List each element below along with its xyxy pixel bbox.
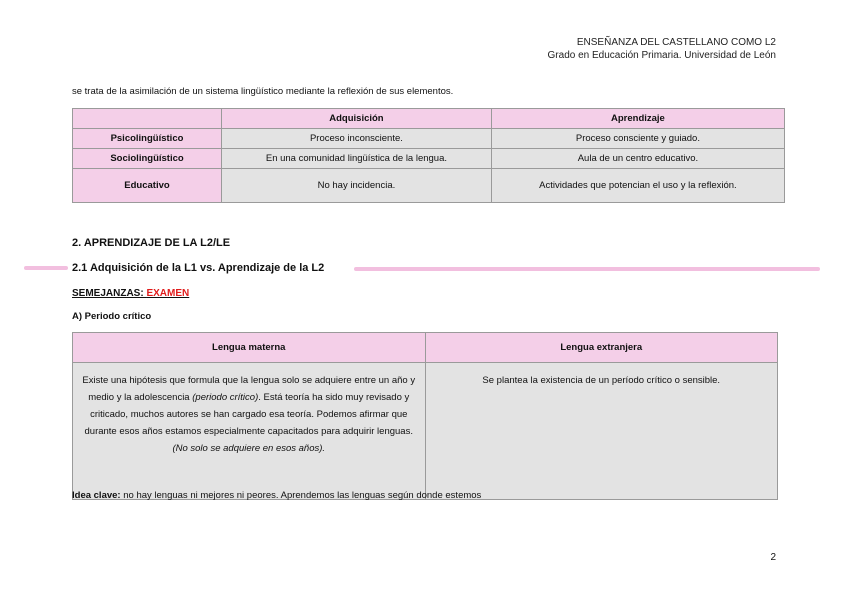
table-header-adquisicion: Adquisición [222, 109, 492, 129]
table-header-empty [73, 109, 222, 129]
header-lengua-materna: Lengua materna [73, 333, 426, 363]
section-heading: 2. APRENDIZAJE DE LA L2/LE [72, 237, 231, 249]
cell-lengua-materna [73, 363, 426, 500]
subsection-a-heading: A) Periodo crítico [72, 311, 152, 322]
cell-adquisicion: Proceso inconsciente. [222, 129, 492, 149]
header-course-title: ENSEÑANZA DEL CASTELLANO COMO L2 [576, 37, 776, 48]
cell-adquisicion: No hay incidencia. [222, 169, 492, 203]
text-segment: Existe una hipótesis que formula que la lengua solo se adquiere entre un año y medio y la adolescencia [82, 375, 416, 403]
critical-period-table [72, 332, 778, 500]
idea-clave [72, 490, 481, 501]
page-header [548, 36, 776, 62]
header-lengua-extranjera: Lengua extranjera [425, 333, 778, 363]
header-degree: Grado en Educación Primaria. Universidad de León [547, 50, 776, 61]
idea-clave-label: Idea clave: [72, 490, 121, 501]
idea-clave-text: no hay lenguas ni mejores ni peores. Aprendemos las lenguas según donde estemos [120, 490, 482, 501]
cell-adquisicion: En una comunidad lingüística de la lengua. [222, 149, 492, 169]
table-header-row [73, 109, 785, 129]
table-row [73, 129, 785, 149]
heading-accent-bar [24, 266, 68, 270]
semejanzas-label [72, 288, 189, 299]
table-header-aprendizaje: Aprendizaje [491, 109, 784, 129]
cell-lengua-extranjera: Se plantea la existencia de un período crítico o sensible. [425, 363, 778, 500]
row-label: Sociolingüístico [73, 149, 222, 169]
row-label: Educativo [73, 169, 222, 203]
comparison-table [72, 108, 785, 203]
cell-aprendizaje: Aula de un centro educativo. [491, 149, 784, 169]
subsection-heading: 2.1 Adquisición de la L1 vs. Aprendizaje de la L2 [72, 262, 330, 274]
text-italic: (No solo se adquiere en esos años). [172, 443, 326, 454]
exam-highlight: EXAMEN [146, 288, 190, 299]
intro-text: se trata de la asimilación de un sistema lingüístico mediante la reflexión de sus elementos. [72, 86, 454, 97]
row-label: Psicolingüístico [73, 129, 222, 149]
page-number: 2 [770, 552, 776, 563]
table-header-row [73, 333, 778, 363]
cell-aprendizaje: Proceso consciente y guiado. [491, 129, 784, 149]
text-italic: (periodo crítico) [192, 392, 259, 403]
cell-aprendizaje: Actividades que potencian el uso y la reflexión. [491, 169, 784, 203]
table-row [73, 149, 785, 169]
table-row [73, 169, 785, 203]
heading-accent-bar [354, 267, 820, 271]
semejanzas-text: SEMEJANZAS: [72, 288, 147, 299]
table-row [73, 363, 778, 500]
text-segment: . Está teoría ha sido muy revisado y criticado, muchos autores se han cargado esa teoría. Podemos afirmar que durante esos años estamos especialmente capacitados para adquirir lenguas. [84, 392, 413, 437]
